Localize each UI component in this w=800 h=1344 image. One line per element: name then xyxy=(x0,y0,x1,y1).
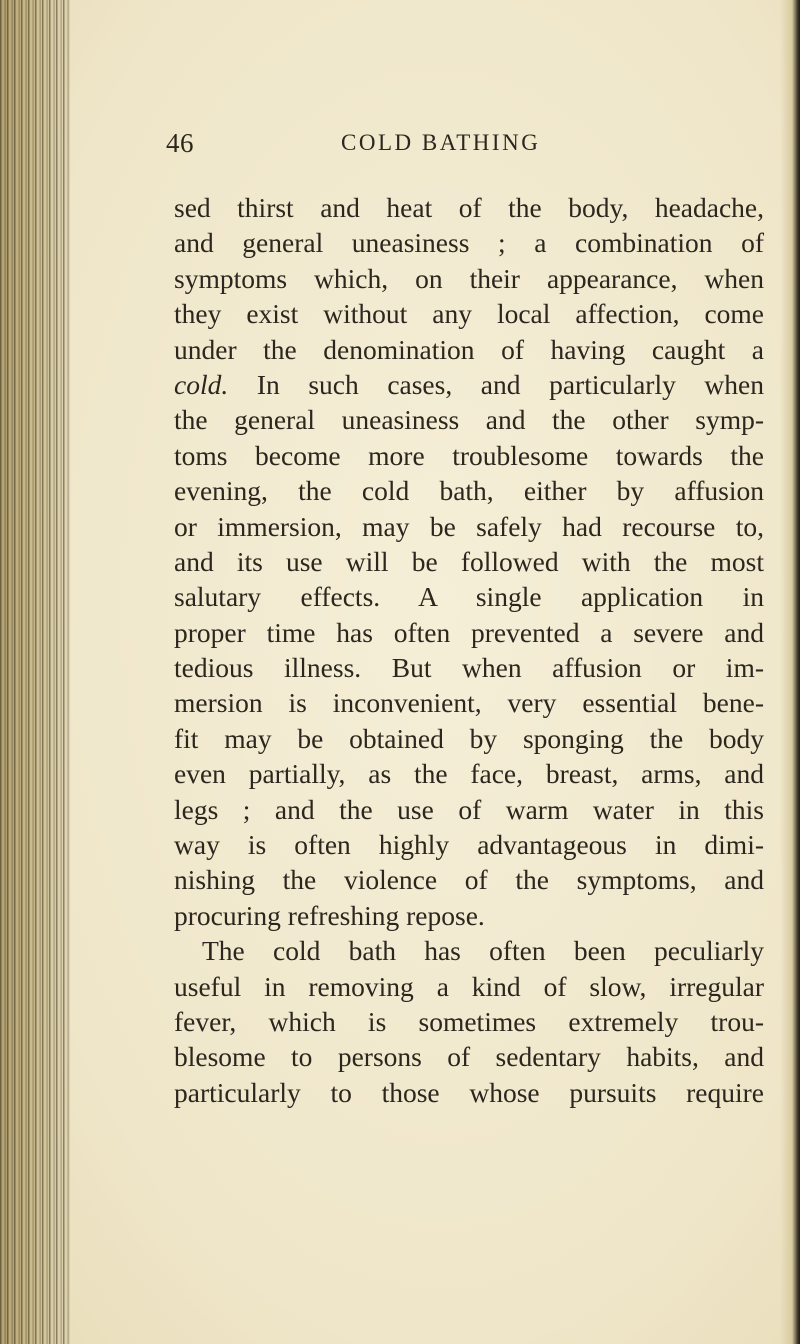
running-head: COLD BATHING xyxy=(341,130,541,155)
text-line: symptoms which, on their appearance, when xyxy=(174,262,764,294)
text-line: under the denomination of having caught a xyxy=(174,333,764,365)
text-line: useful in removing a kind of slow, irregular xyxy=(174,970,764,1002)
text-line-rest: In such cases, and particularly when xyxy=(256,368,764,400)
text-line-paragraph-start: The cold bath has often been peculiarly xyxy=(202,935,764,967)
text-line: tedious illness. But when affusion or im- xyxy=(174,652,764,684)
body-text xyxy=(174,190,764,1110)
text-line: toms become more troublesome towards the xyxy=(174,439,764,471)
text-line-italic-start xyxy=(174,367,764,402)
text-line: and its use will be followed with the most xyxy=(174,545,764,577)
text-line: legs ; and the use of warm water in this xyxy=(174,793,764,825)
text-line: and general uneasiness ; a combination of xyxy=(174,227,764,259)
page-number: 46 xyxy=(166,128,194,158)
text-line: they exist without any local affection, come xyxy=(174,298,764,330)
text-line: procuring refreshing repose. xyxy=(174,899,485,931)
binding-gutter xyxy=(0,0,70,1344)
text-line: sed thirst and heat of the body, headache, xyxy=(174,192,764,223)
text-line: even partially, as the face, breast, arms, and xyxy=(174,758,764,790)
text-line: blesome to persons of sedentary habits, and xyxy=(174,1041,764,1073)
text-line: proper time has often prevented a severe and xyxy=(174,616,764,648)
text-line: way is often highly advantageous in dimi- xyxy=(174,829,764,861)
text-line: fever, which is sometimes extremely trou- xyxy=(174,1005,764,1037)
text-line: mersion is inconvenient, very essential bene- xyxy=(174,687,764,719)
italic-word: cold. xyxy=(174,368,229,400)
page-edge xyxy=(780,0,800,1344)
page-header xyxy=(166,128,786,168)
text-line: evening, the cold bath, either by affusion xyxy=(174,475,764,507)
text-line: particularly to those whose pursuits require xyxy=(174,1076,764,1108)
text-line: salutary effects. A single application in xyxy=(174,581,764,613)
text-line: nishing the violence of the symptoms, and xyxy=(174,864,764,896)
text-line: or immersion, may be safely had recourse to, xyxy=(174,510,764,542)
text-line: the general uneasiness and the other symp- xyxy=(174,404,764,436)
text-line: fit may be obtained by sponging the body xyxy=(174,722,764,754)
